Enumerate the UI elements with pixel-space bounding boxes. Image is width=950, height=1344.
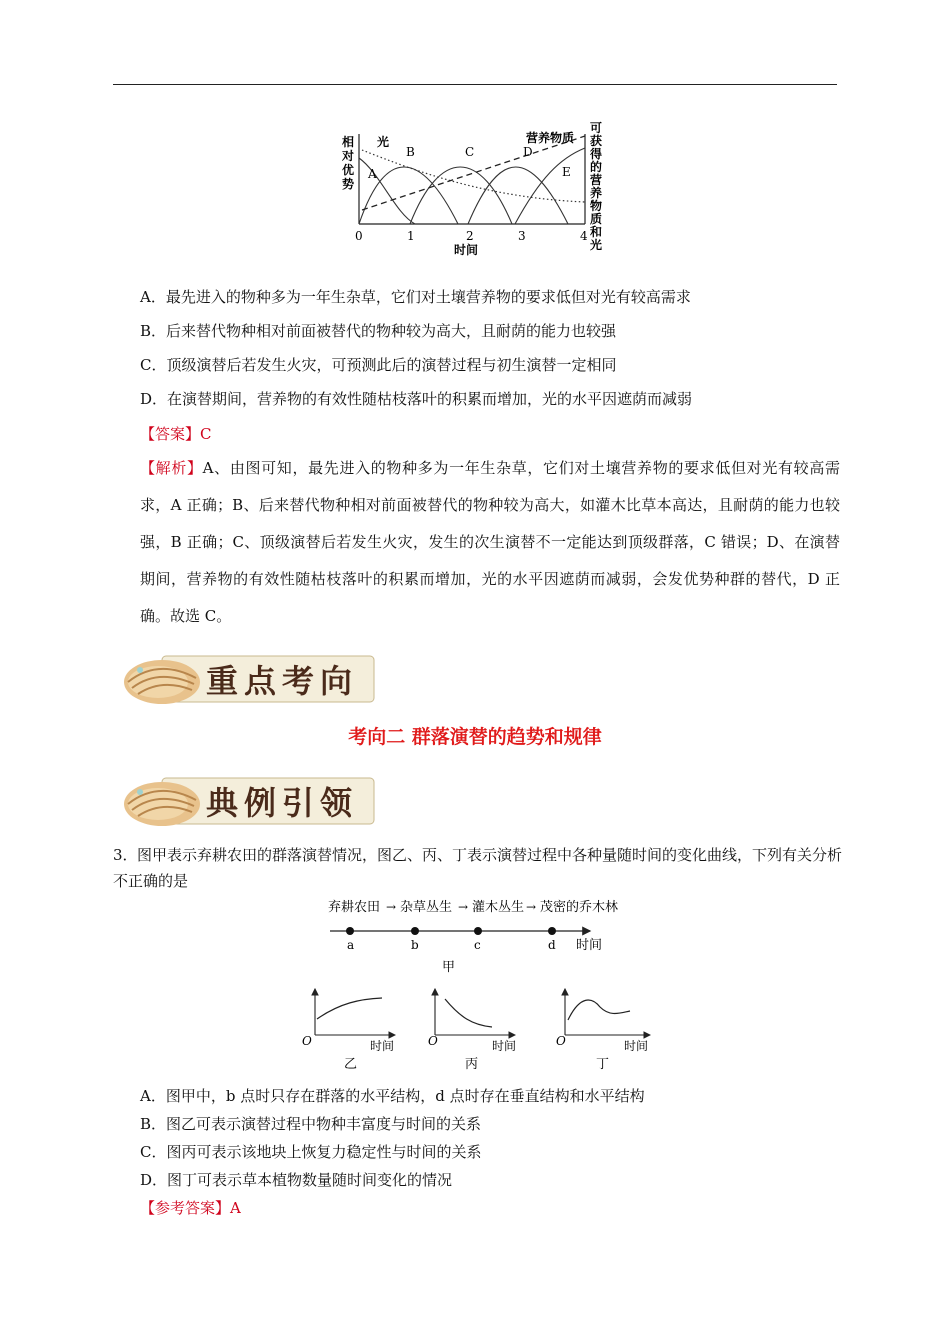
q2-option-b: B．后来替代物种相对前面被替代的物种较为高大，且耐荫的能力也较强 [140,322,617,340]
point-b [411,927,419,935]
succession-figure-jia-yi-bing-ding [300,895,660,1080]
banner-typical-example [118,770,380,832]
point-label: a [347,938,355,952]
graph-bing-x-label: 时间 [492,1039,517,1053]
q3-number: 3． [113,846,138,864]
graph-ding-curve [568,1000,630,1020]
succession-advantage-figure [340,118,610,268]
x-tick: 4 [580,229,588,243]
curve-d [468,167,568,224]
graph-bing-caption: 丙 [465,1057,479,1072]
shell-icon [124,782,200,826]
right-axis-label: 可获得的营养物质和光 [590,121,603,252]
x-tick: 2 [466,229,474,243]
light-label: 光 [377,135,390,149]
x-tick: 3 [518,229,526,243]
banner2-text: 典例引领 [206,784,359,822]
q3-option-c: C．图丙可表示该地块上恢复力稳定性与时间的关系 [140,1143,482,1161]
point-c [474,927,482,935]
time-label: 时间 [576,938,603,953]
reference-answer-label: 【参考答案】 [140,1199,231,1217]
banner1-text: 重点考向 [206,662,359,700]
analysis-text: A、由图可知，最先进入的物种多为一年生杂草，它们对土壤营养物的要求低但对光有较高需求，A 正确；B、后来替代物种相对前面被替代的物种较为高大，如灌木比草本高达，且耐荫的能力也较强，B 正确；C、顶级演替后若发生火灾，发生的次生演替不一定能达到顶级群落，C 错误；D、在演替期间，营养物的有效性随枯枝落叶的积累而增加，光的水平因遮荫而减弱，会发优势种群的替代，D 正确。故选 C。 [140,459,840,625]
graph-ding-origin: O [556,1034,566,1048]
stage-label: 弃耕农田 [328,900,381,915]
caption-jia: 甲 [442,960,456,975]
q2-option-d: D．在演替期间，营养物的有效性随枯枝落叶的积累而增加，光的水平因遮荫而减弱 [140,390,693,408]
species-label-a: A [368,167,377,181]
graph-yi-x-label: 时间 [370,1039,395,1053]
q3-stem-text: 图甲表示弃耕农田的群落演替情况，图乙、丙、丁表示演替过程中各种量随时间的变化曲线，下列有关分析不正确的是 [113,846,843,890]
point-d [548,927,556,935]
q3-option-b: B．图乙可表示演替过程中物种丰富度与时间的关系 [140,1115,482,1133]
stage-arrow: → [386,900,397,914]
banner-key-direction [118,648,380,710]
q3-answer [140,1197,241,1218]
point-label: d [548,938,556,952]
q3-stem [113,842,843,894]
graph-bing-origin: O [428,1034,438,1048]
species-label-c: C [465,145,475,159]
x-tick: 1 [407,229,415,243]
point-label: b [411,938,419,952]
stage-arrow: → [526,900,537,914]
graph-bing-curve [445,999,492,1027]
x-tick: 0 [355,229,363,243]
q2-analysis [140,450,840,635]
stage-label: 茂密的乔木林 [540,900,619,915]
species-label-b: B [406,145,415,159]
point-label: c [474,938,481,952]
species-label-d: D [523,145,533,159]
graph-yi-curve [317,998,382,1019]
graph-ding-caption: 丁 [596,1057,610,1072]
q2-option-a: A．最先进入的物种多为一年生杂草，它们对土壤营养物的要求低但对光有较高需求 [140,288,691,306]
analysis-label: 【解析】 [140,459,203,477]
point-a [346,927,354,935]
graph-yi-origin: O [302,1034,312,1048]
shell-icon [124,660,200,704]
reference-answer-value: A [230,1199,241,1217]
graph-ding-x-label: 时间 [624,1039,649,1053]
q3-option-d: D．图丁可表示草本植物数量随时间变化的情况 [140,1171,453,1189]
q2-answer [140,423,212,444]
answer-label: 【答案】 [140,425,201,443]
curve-e [515,148,585,224]
y-axis-label: 相对优势 [342,135,355,191]
section-title: 考向二 群落演替的趋势和规律 [348,726,602,748]
x-axis-label: 时间 [454,243,479,257]
stage-arrow: → [458,900,469,914]
q3-option-a: A．图甲中，b 点时只存在群落的水平结构，d 点时存在垂直结构和水平结构 [140,1087,645,1105]
nutrient-label: 营养物质 [526,131,575,145]
answer-value: C [200,425,212,443]
q2-option-c: C．顶级演替后若发生火灾，可预测此后的演替过程与初生演替一定相同 [140,356,617,374]
stage-label: 灌木丛生 [472,900,525,915]
header-rule [113,84,837,85]
graph-yi-caption: 乙 [344,1057,358,1072]
species-label-e: E [562,165,571,179]
stage-label: 杂草丛生 [400,900,453,915]
